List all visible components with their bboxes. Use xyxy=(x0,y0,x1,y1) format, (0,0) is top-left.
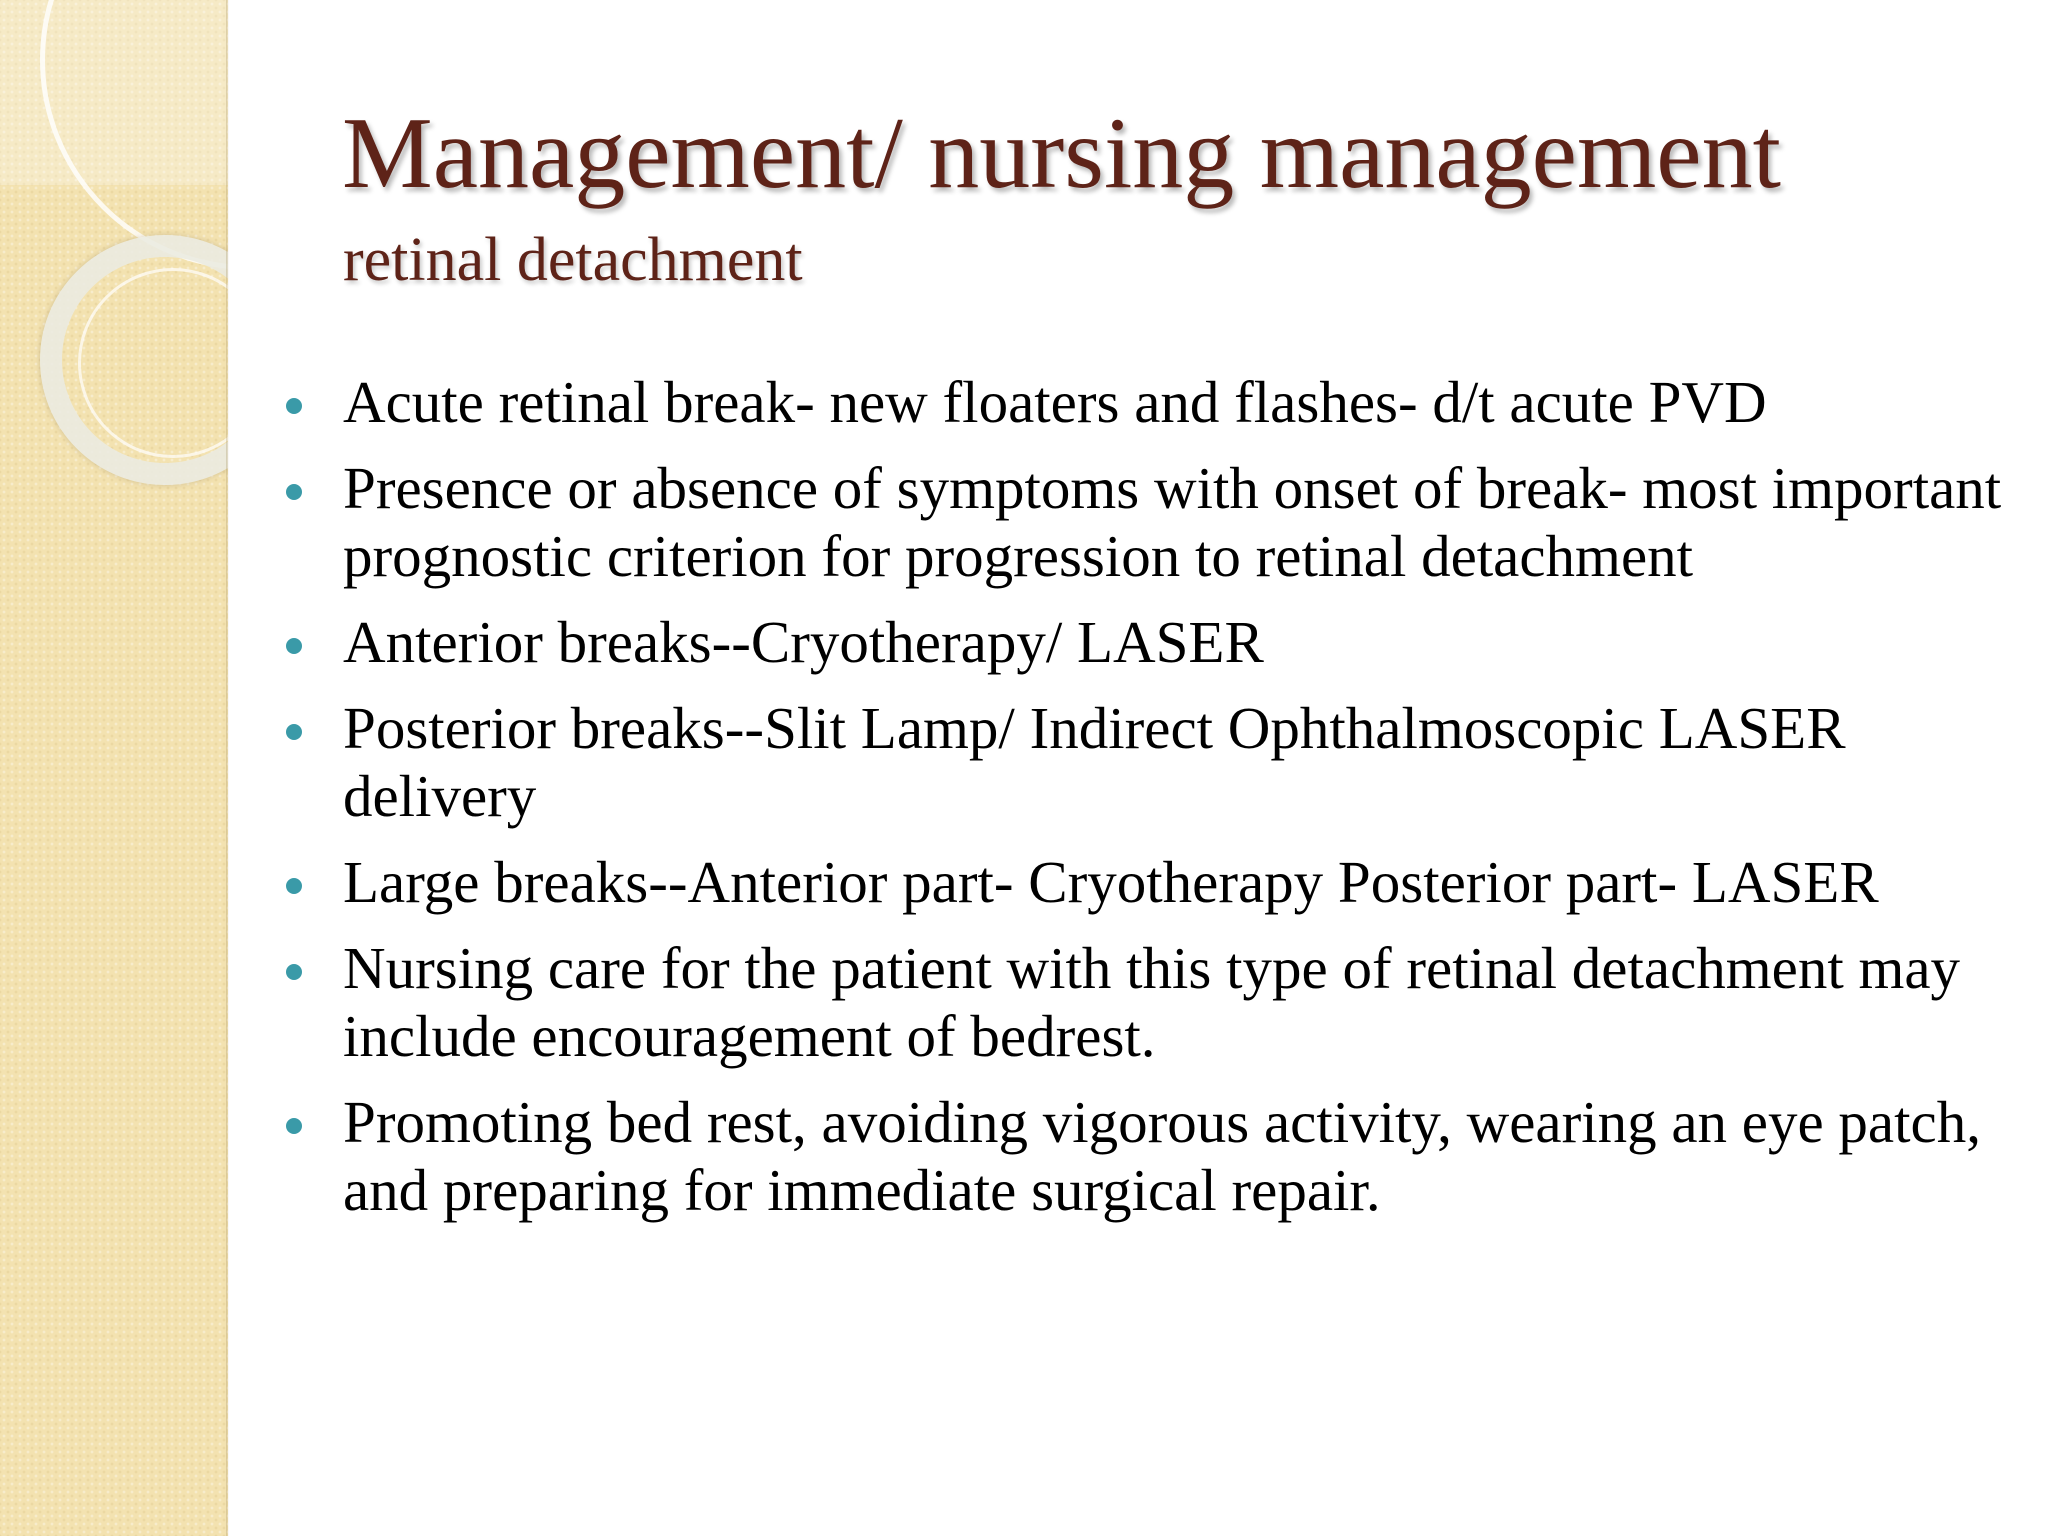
bullet-item xyxy=(284,934,2024,1070)
bullet-dot-icon xyxy=(286,878,302,894)
bullet-dot-icon xyxy=(286,724,302,740)
bullet-item xyxy=(284,454,2024,590)
decorative-side-panel xyxy=(0,0,228,1536)
bullet-text: Presence or absence of symptoms with onset of break- most important prognostic criterion for progression to retinal detachment xyxy=(343,455,2002,589)
bullet-text: Posterior breaks--Slit Lamp/ Indirect Ophthalmoscopic LASER delivery xyxy=(343,695,1846,829)
bullet-dot-icon xyxy=(286,1118,302,1134)
slide-title: Management/ nursing management xyxy=(342,97,1781,210)
bullet-item xyxy=(284,694,2024,830)
bullet-dot-icon xyxy=(286,964,302,980)
bullet-dot-icon xyxy=(286,484,302,500)
bullet-text: Large breaks--Anterior part- Cryotherapy Posterior part- LASER xyxy=(343,849,1879,915)
bullet-dot-icon xyxy=(286,398,302,414)
bullet-item xyxy=(284,848,2024,916)
slide-subtitle: retinal detachment xyxy=(343,226,803,294)
bullet-item xyxy=(284,1088,2024,1224)
bullet-text: Acute retinal break- new floaters and flashes- d/t acute PVD xyxy=(343,369,1767,435)
bullet-text: Promoting bed rest, avoiding vigorous activity, wearing an eye patch, and preparing for immediate surgical repair. xyxy=(343,1089,1981,1223)
bullet-item xyxy=(284,608,2024,676)
bullet-item xyxy=(284,368,2024,436)
bullet-text: Nursing care for the patient with this type of retinal detachment may include encouragement of bedrest. xyxy=(343,935,1961,1069)
decorative-ring-large xyxy=(40,0,228,270)
bullet-text: Anterior breaks--Cryotherapy/ LASER xyxy=(343,609,1264,675)
bullet-dot-icon xyxy=(286,638,302,654)
side-panel-edge xyxy=(226,0,229,1536)
bullet-list xyxy=(284,368,2024,1242)
